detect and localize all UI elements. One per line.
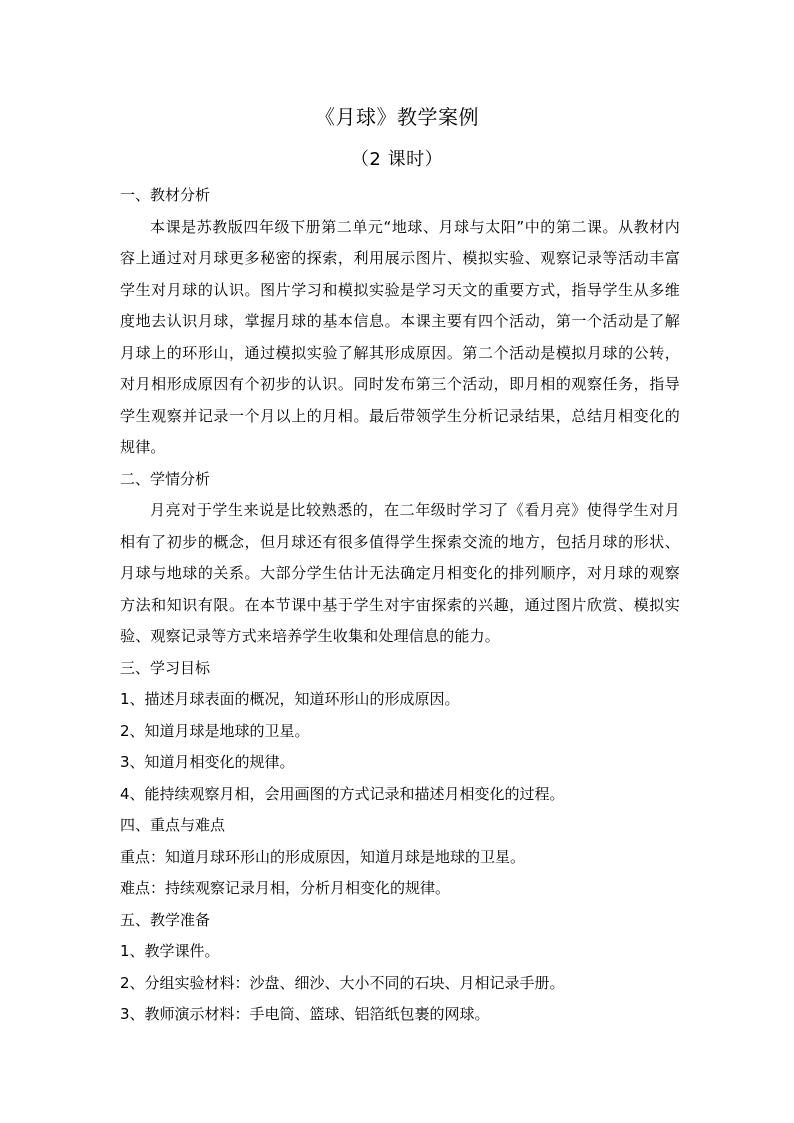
section-heading-materials: 一、教材分析 bbox=[120, 186, 211, 204]
preparation-item: 3、教师演示材料：手电筒、篮球、铝箔纸包裹的网球。 bbox=[120, 1005, 490, 1023]
objective-item: 4、能持续观察月相，会用画图的方式记录和描述月相变化的过程。 bbox=[120, 784, 565, 803]
section-heading-students: 二、学情分析 bbox=[120, 469, 211, 488]
keypoint-item: 难点：持续观察记录月相，分析月相变化的规律。 bbox=[120, 879, 451, 897]
document-body bbox=[120, 180, 680, 1031]
objective-item: 1、描述月球表面的概况，知道环形山的形成原因。 bbox=[120, 690, 460, 708]
section-heading-preparation: 五、教学准备 bbox=[120, 910, 211, 929]
objective-item: 2、知道月球是地球的卫星。 bbox=[120, 721, 310, 740]
section-heading-objectives: 三、学习目标 bbox=[120, 658, 211, 677]
section-heading-keypoints: 四、重点与难点 bbox=[120, 816, 226, 834]
document-title: 《月球》教学案例 bbox=[315, 105, 479, 129]
keypoint-item: 重点：知道月球环形山的形成原因，知道月球是地球的卫星。 bbox=[120, 847, 526, 866]
preparation-item: 1、教学课件。 bbox=[120, 942, 220, 960]
objective-item: 3、知道月相变化的规律。 bbox=[120, 753, 295, 771]
preparation-item: 2、分组实验材料：沙盘、细沙、大小不同的石块、月相记录手册。 bbox=[120, 973, 565, 992]
paragraph-students: 月亮对于学生来说是比较熟悉的，在二年级时学习了《看月亮》使得学生对月相有了初步的概念，但月球还有很多值得学生探索交流的地方，包括月球的形状、月球与地球的关系。大部分学生估计无法确定月相变化的排列顺序，对月球的观察方法和知识有限。在本节课中基于学生对宇宙探索的兴趣，通过图片欣赏、模拟实验、观察记录等方式来培养学生收集和处理信息的能力。 bbox=[120, 501, 680, 645]
document-subtitle: （2 课时） bbox=[350, 149, 444, 170]
paragraph-materials: 本课是苏教版四年级下册第二单元“地球、月球与太阳”中的第二课。从教材内容上通过对月球更多秘密的探索，利用展示图片、模拟实验、观察记录等活动丰富学生对月球的认识。图片学习和模拟实验是学习天文的重要方式，指导学生从多维度地去认识月球，掌握月球的基本信息。本课主要有四个活动，第一个活动是了解月球上的环形山，通过模拟实验了解其形成原因。第二个活动是模拟月球的公转，对月相形成原因有个初步的认识。同时发布第三个活动，即月相的观察任务，指导学生观察并记录一个月以上的月相。最后带领学生分析记录结果，总结月相变化的规律。 bbox=[120, 217, 680, 456]
